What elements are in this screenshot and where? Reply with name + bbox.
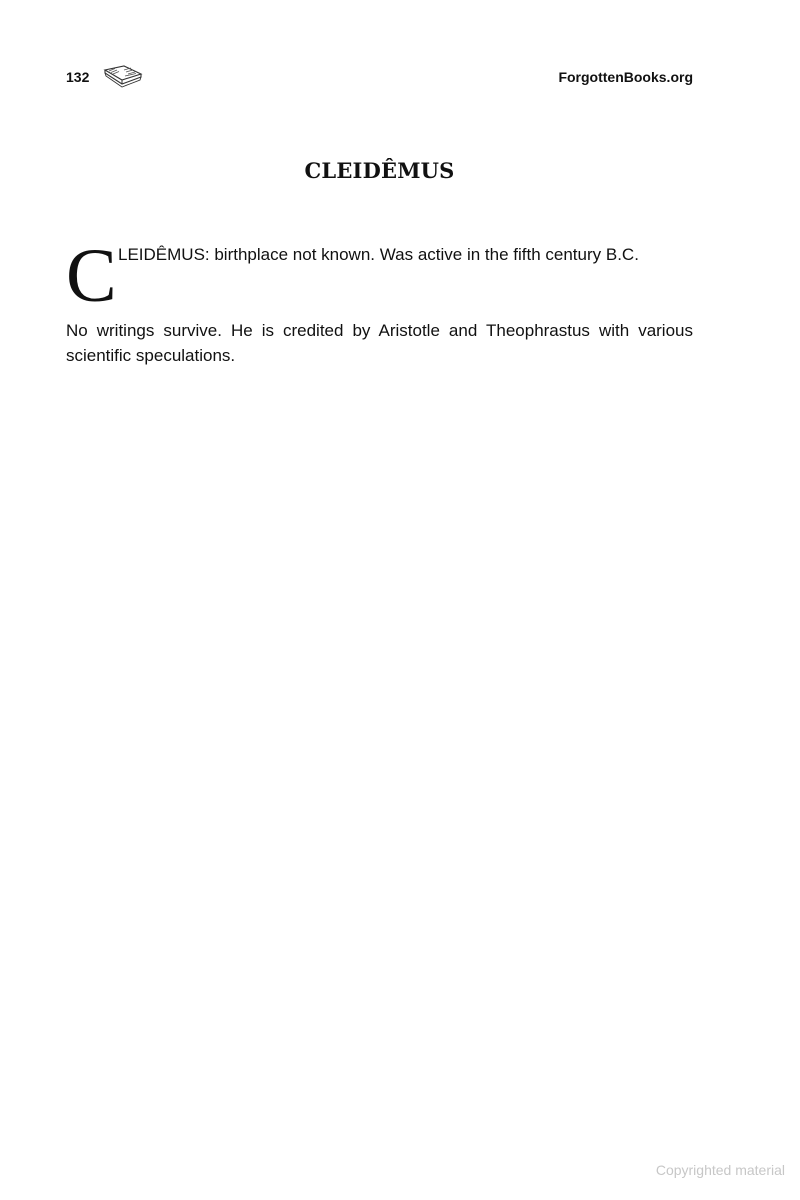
open-book-icon (102, 64, 144, 90)
page-number: 132 (66, 69, 90, 85)
copyright-watermark: Copyrighted material (655, 1162, 785, 1178)
chapter-title: CLEIDÊMUS (304, 158, 455, 183)
first-line-text: LEIDÊMUS: birthplace not known. Was active in the fifth century B.C. (118, 245, 639, 264)
page-header (66, 66, 693, 90)
body-paragraph (66, 234, 693, 368)
paragraph-continuation: No writings survive. He is credited by Aristotle and Theophrastus with various scientific speculations. (66, 321, 693, 365)
drop-cap: C (66, 234, 117, 318)
site-name: ForgottenBooks.org (558, 69, 693, 85)
first-line (66, 234, 693, 318)
